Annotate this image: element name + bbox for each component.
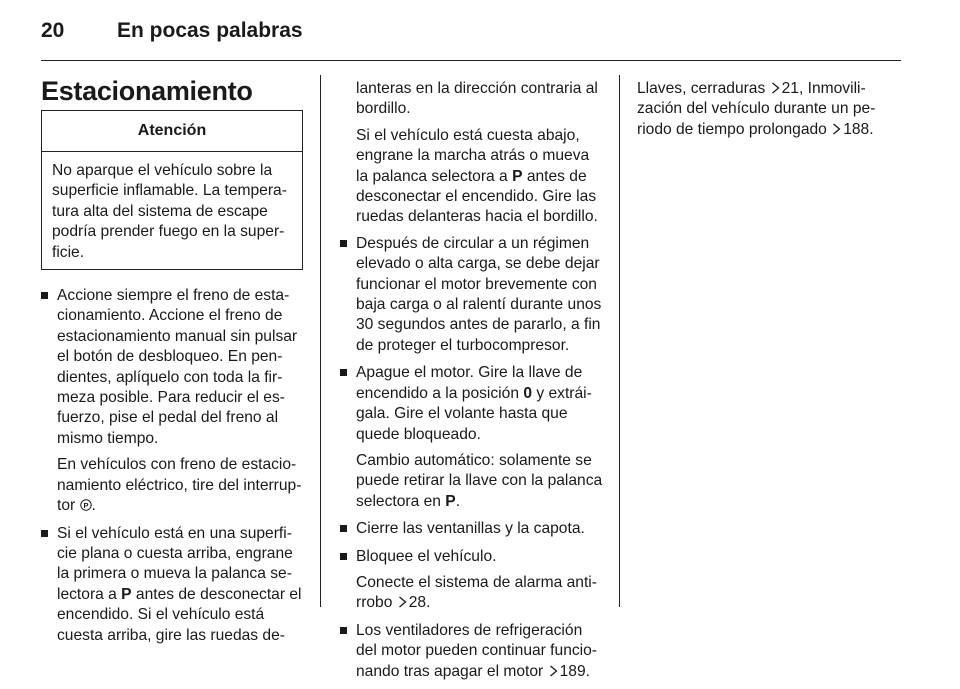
list-item-text: Bloquee el vehículo.: [356, 547, 497, 565]
list-item: [340, 621, 604, 682]
list-item-text: En vehículos con freno de estacio-namiento eléctrico, tire del interrup-tor P .: [57, 456, 302, 515]
list-item-text: Accione siempre el freno de esta-cionamiento. Accione el freno de estacionamiento manual sin pulsar el botón de desbloqueo. En pen-dientes, aplíquelo con toda la fir-meza posible. Para reducir el es-fuerzo, pise el pedal del freno al mismo tiempo.: [57, 287, 298, 447]
page-reference[interactable]: 189.: [559, 662, 590, 680]
parking-list-continued: [340, 234, 604, 682]
page-reference[interactable]: 28.: [408, 594, 431, 612]
section-title: Estacionamiento: [41, 76, 253, 106]
warning-box: [41, 110, 303, 270]
warning-title: Atención: [42, 111, 302, 152]
page-reference[interactable]: 188.: [843, 120, 874, 138]
bullet-icon: [41, 530, 48, 537]
list-item: [340, 363, 604, 512]
continued-text: Si el vehículo está cuesta abajo, engrane la marcha atrás o mueva la palanca selectora a P antes de desconectar el encendido. Gire las ruedas delanteras hacia el bordillo.: [356, 126, 598, 226]
bullet-icon: [340, 369, 347, 376]
parking-brake-switch-icon: [80, 499, 92, 511]
bullet-icon: [340, 627, 347, 634]
warning-text: No aparque el vehículo sobre la superficie inflamable. La tempera-tura alta del sistema de escape podría prender fuego en la super-ficie.: [52, 162, 287, 261]
bullet-icon: [340, 240, 347, 247]
list-item-text: Apague el motor. Gire la llave de encendido a la posición 0 y extrái-gala. Gire el volante hasta que quede bloqueado.: [356, 364, 592, 443]
page-reference-icon: [549, 665, 558, 677]
list-item-text: Conecte el sistema de alarma anti-rrobo 28.: [356, 573, 597, 612]
list-item: [41, 286, 303, 516]
column-1: [41, 76, 303, 653]
continued-text: lanteras en la dirección contraria al bordillo.: [356, 80, 598, 118]
bullet-icon: [340, 553, 347, 560]
page-reference-icon: [398, 596, 407, 608]
list-item-text: Cierre las ventanillas y la capota.: [356, 520, 585, 538]
column-divider-1: [320, 75, 321, 607]
page-header-title: En pocas palabras: [117, 19, 303, 42]
list-item-text: Si el vehículo está en una superfi-cie plana o cuesta arriba, engrane la primera o mueva la palanca se-lectora a P antes de desconectar el encendido. Si el vehículo está cuesta arriba, gire las ruedas de-: [57, 524, 302, 644]
header-rule: [41, 60, 901, 61]
column-2: [340, 79, 604, 689]
list-item-text: Los ventiladores de refrigeración del motor pueden continuar funcio-nando tras apagar el motor 189.: [356, 621, 597, 680]
column-divider-2: [619, 75, 620, 607]
page-reference-icon: [832, 123, 841, 135]
list-item: [340, 234, 604, 356]
bullet-icon: [340, 525, 347, 532]
list-item: [340, 547, 604, 614]
parking-list: [41, 286, 303, 646]
list-item: [41, 524, 303, 646]
list-item-text: Cambio automático: solamente se puede retirar la llave con la palanca selectora en P.: [356, 451, 603, 510]
page-number: 20: [41, 19, 65, 42]
column-3: [637, 79, 901, 140]
list-item: [340, 519, 604, 539]
list-item-text: Después de circular a un régimen elevado o alta carga, se debe dejar funcionar el motor brevemente con baja carga o al ralentí durante unos 30 segundos antes de pararlo, a fin de proteger el turbocompresor.: [356, 234, 602, 354]
cross-reference-text: Llaves, cerraduras 21, Inmovili-zación del vehículo durante un pe-riodo de tiempo prolongado 188.: [637, 80, 876, 138]
svg-text:P: P: [83, 501, 89, 511]
page-reference-icon: [771, 82, 780, 94]
bullet-icon: [41, 292, 48, 299]
